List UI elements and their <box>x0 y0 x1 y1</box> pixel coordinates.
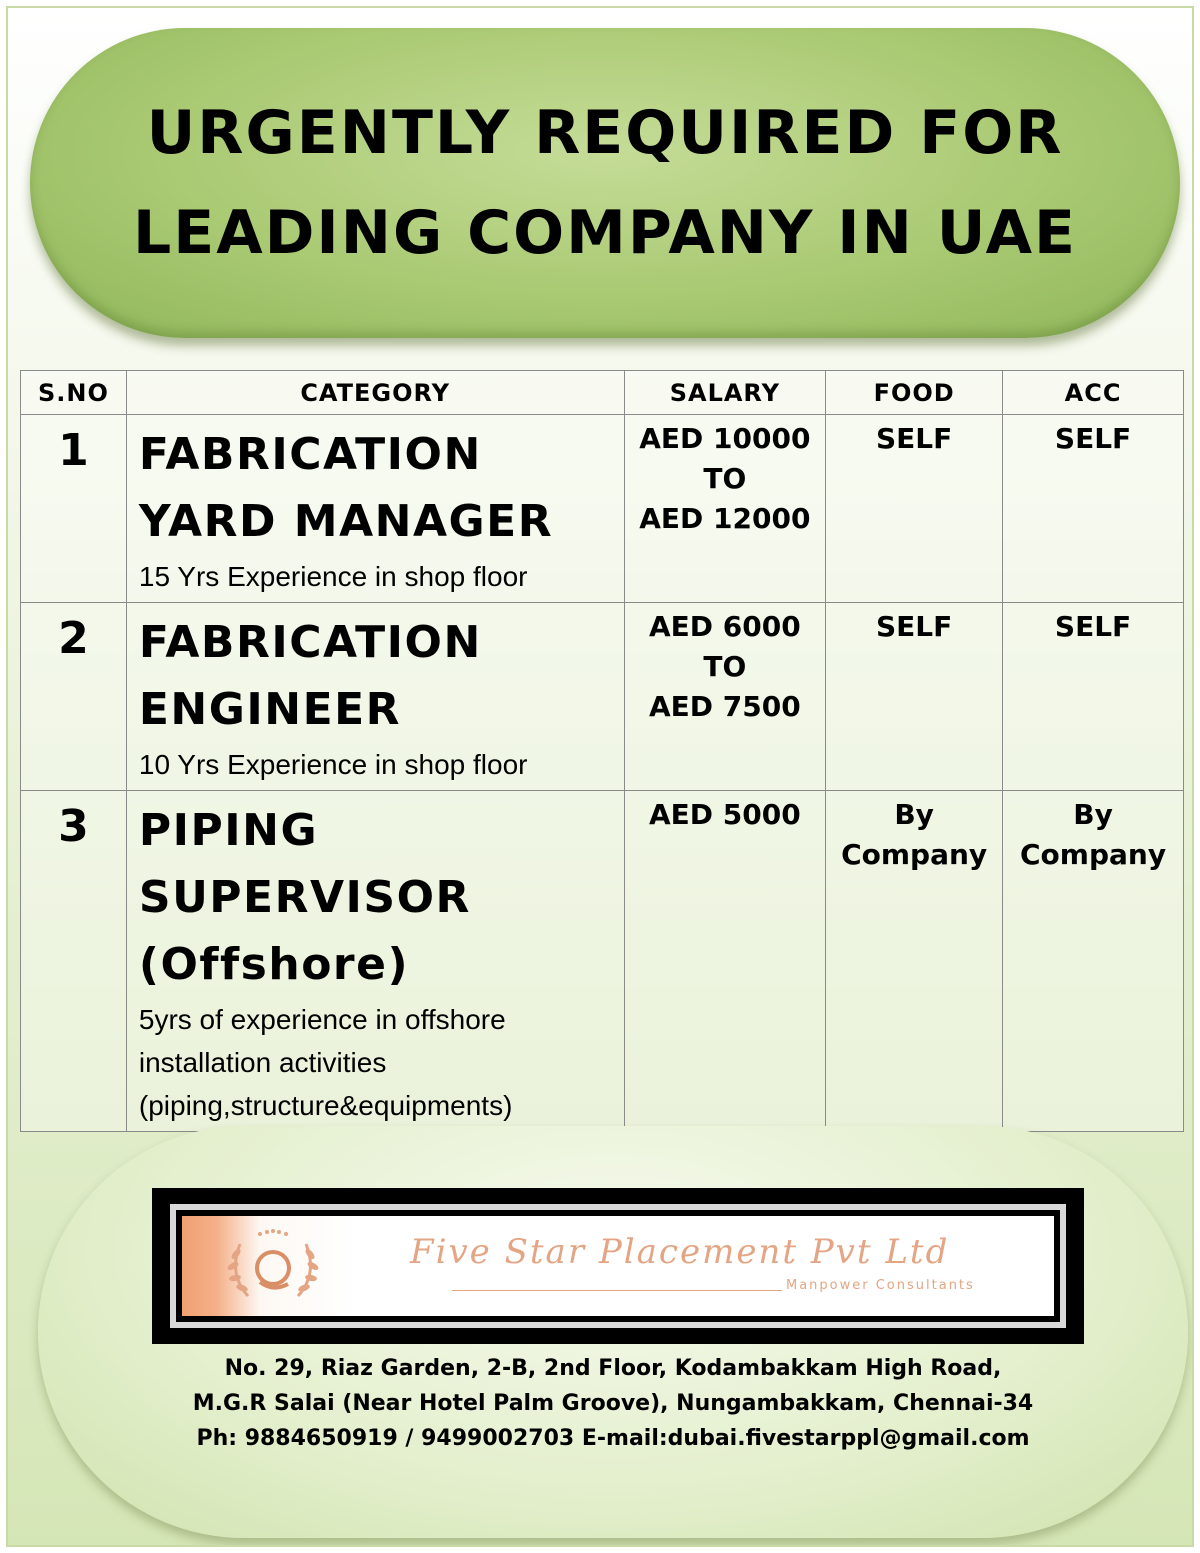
column-header-salary: SALARY <box>624 371 826 415</box>
salary-line: AED 12000 <box>639 502 811 535</box>
job-flyer <box>6 6 1194 1547</box>
acc-line: SELF <box>1054 610 1132 643</box>
job-description-line: 5yrs of experience in offshore <box>138 1004 506 1035</box>
job-description-line: 10 Yrs Experience in shop floor <box>138 749 528 780</box>
job-title-line: (Offshore) <box>138 939 410 990</box>
logo-divider <box>452 1290 782 1291</box>
job-title-line: YARD MANAGER <box>138 496 554 547</box>
row-acc <box>1003 603 1184 791</box>
table-row <box>21 603 1184 791</box>
row-category <box>126 603 624 791</box>
row-category <box>126 791 624 1132</box>
job-title-line: FABRICATION <box>138 429 482 480</box>
salary-line: TO <box>703 650 747 683</box>
table-row <box>21 791 1184 1132</box>
acc-line: Company <box>1019 838 1167 871</box>
salary-line: AED 5000 <box>648 798 801 831</box>
table-row <box>21 415 1184 603</box>
row-sno: 3 <box>21 791 127 1132</box>
column-header-food: FOOD <box>826 371 1003 415</box>
salary-line: AED 7500 <box>648 690 801 723</box>
company-name: Five Star Placement Pvt Ltd <box>410 1232 950 1272</box>
row-food <box>826 415 1003 603</box>
row-sno: 2 <box>21 603 127 791</box>
company-tagline: Manpower Consultants <box>786 1278 975 1293</box>
job-title-line: ENGINEER <box>138 684 402 735</box>
row-salary <box>624 415 826 603</box>
job-description-line: 15 Yrs Experience in shop floor <box>138 561 528 592</box>
acc-line: SELF <box>1054 422 1132 455</box>
header-banner <box>30 28 1180 338</box>
job-description-line: installation activities <box>138 1047 387 1078</box>
salary-line: AED 10000 <box>639 422 811 455</box>
row-food <box>826 791 1003 1132</box>
salary-line: TO <box>703 462 747 495</box>
job-title-line: SUPERVISOR <box>138 872 471 923</box>
header-line-1: URGENTLY REQUIRED FOR <box>146 98 1064 168</box>
column-header-sno: S.NO <box>21 371 127 415</box>
row-salary <box>624 603 826 791</box>
column-header-category: CATEGORY <box>126 371 624 415</box>
jobs-table <box>20 370 1184 1132</box>
logo-panel <box>182 1216 1054 1316</box>
row-acc <box>1003 415 1184 603</box>
contact-line: Ph: 9884650919 / 9499002703 E-mail:dubai.fivestarppl@gmail.com <box>196 1426 1030 1451</box>
acc-line: By <box>1073 798 1113 831</box>
job-description-line: (piping,structure&equipments) <box>138 1090 513 1121</box>
row-food <box>826 603 1003 791</box>
food-line: Company <box>841 838 988 871</box>
row-sno: 1 <box>21 415 127 603</box>
food-line: SELF <box>876 422 953 455</box>
laurel-emblem-icon <box>218 1224 328 1308</box>
row-acc <box>1003 791 1184 1132</box>
column-header-acc: ACC <box>1003 371 1184 415</box>
table-header-row <box>21 371 1184 415</box>
company-logo-frame <box>152 1188 1084 1344</box>
address-line-2: M.G.R Salai (Near Hotel Palm Groove), Nungambakkam, Chennai-34 <box>192 1391 1034 1416</box>
header-line-2: LEADING COMPANY IN UAE <box>132 198 1078 268</box>
company-address <box>48 1351 1178 1456</box>
food-line: By <box>894 798 934 831</box>
row-category <box>126 415 624 603</box>
address-line-1: No. 29, Riaz Garden, 2-B, 2nd Floor, Kodambakkam High Road, <box>224 1356 1002 1381</box>
job-title-line: PIPING <box>138 805 319 856</box>
salary-line: AED 6000 <box>648 610 801 643</box>
row-salary <box>624 791 826 1132</box>
logo-inner-border <box>170 1204 1066 1328</box>
job-title-line: FABRICATION <box>138 617 482 668</box>
food-line: SELF <box>876 610 953 643</box>
